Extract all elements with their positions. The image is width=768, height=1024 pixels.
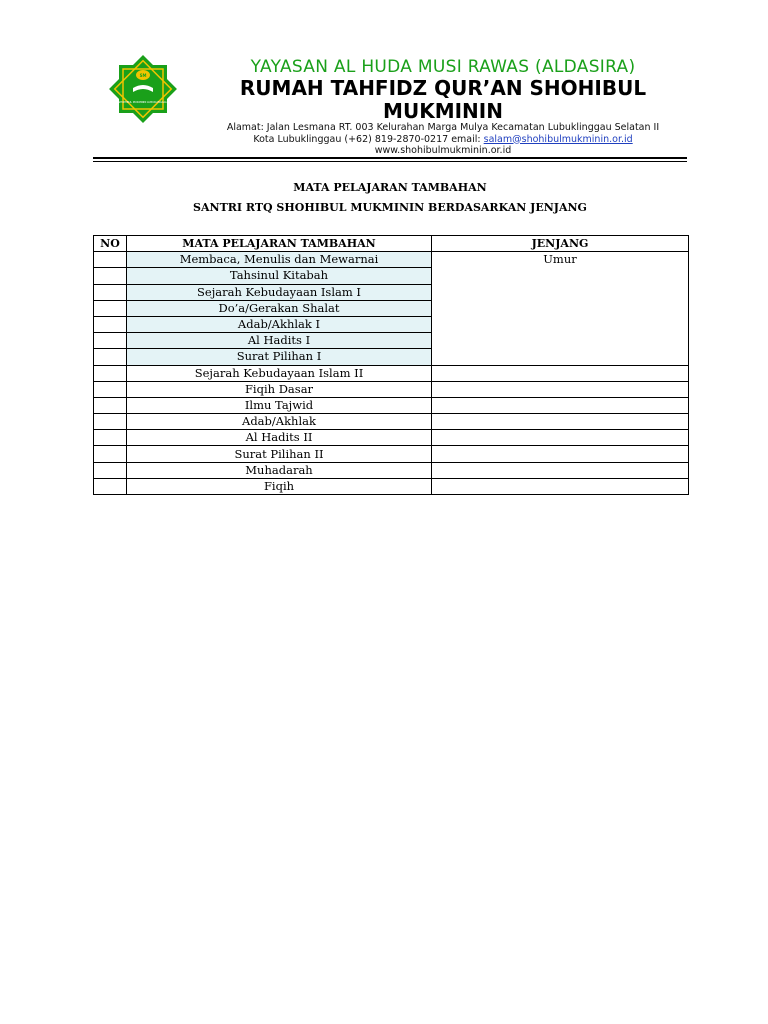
- row-number-cell: [94, 462, 127, 478]
- subject-cell: Membaca, Menulis dan Mewarnai: [127, 252, 432, 268]
- octagram-emblem-icon: [109, 55, 177, 123]
- svg-text:SHOHIBUL MUKMININ LUBUKLINGGAU: SHOHIBUL MUKMININ LUBUKLINGGAU: [118, 101, 168, 104]
- column-header-no: NO: [94, 236, 127, 252]
- foundation-logo: [103, 48, 183, 130]
- subject-cell: Fiqih: [127, 478, 432, 494]
- row-number-cell: [94, 333, 127, 349]
- subject-cell: Sejarah Kebudayaan Islam II: [127, 365, 432, 381]
- column-header-level: JENJANG: [432, 236, 689, 252]
- row-number-cell: [94, 284, 127, 300]
- table-row: [94, 462, 689, 478]
- subject-cell: Tahsinul Kitabah: [127, 268, 432, 284]
- table-row: [94, 430, 689, 446]
- table-row: [94, 365, 689, 381]
- row-number-cell: [94, 252, 127, 268]
- row-number-cell: [94, 478, 127, 494]
- subject-cell: Adab/Akhlak I: [127, 316, 432, 332]
- row-number-cell: [94, 365, 127, 381]
- subject-cell: Ilmu Tajwid: [127, 397, 432, 413]
- level-cell: [432, 365, 689, 381]
- subjects-table: [93, 235, 689, 495]
- table-body: [94, 252, 689, 495]
- row-number-cell: [94, 268, 127, 284]
- row-number-cell: [94, 430, 127, 446]
- table-row: [94, 381, 689, 397]
- column-header-subject: MATA PELAJARAN TAMBAHAN: [127, 236, 432, 252]
- contact-text: Kota Lubuklinggau (+62) 819-2870-0217 email:: [253, 133, 484, 145]
- svg-text:SM: SM: [139, 73, 147, 78]
- level-cell: [432, 446, 689, 462]
- row-number-cell: [94, 414, 127, 430]
- address-block: [200, 122, 686, 157]
- subject-cell: Al Hadits I: [127, 333, 432, 349]
- table-row: [94, 414, 689, 430]
- website-text: www.shohibulmukminin.or.id: [374, 145, 512, 156]
- subject-cell: Do’a/Gerakan Shalat: [127, 300, 432, 316]
- document-heading: MATA PELAJARAN TAMBAHAN: [293, 181, 487, 194]
- subject-cell: Al Hadits II: [127, 430, 432, 446]
- subject-cell: Sejarah Kebudayaan Islam I: [127, 284, 432, 300]
- subject-cell: Surat Pilihan II: [127, 446, 432, 462]
- document-subheading: SANTRI RTQ SHOHIBUL MUKMININ BERDASARKAN JENJANG: [193, 201, 587, 214]
- subject-cell: Surat Pilihan I: [127, 349, 432, 365]
- table-header-row: [94, 236, 689, 252]
- subject-cell: Muhadarah: [127, 462, 432, 478]
- level-cell: [432, 381, 689, 397]
- row-number-cell: [94, 446, 127, 462]
- level-cell: [432, 462, 689, 478]
- level-cell: [432, 430, 689, 446]
- contact-line: [200, 134, 686, 146]
- subject-cell: Fiqih Dasar: [127, 381, 432, 397]
- row-number-cell: [94, 316, 127, 332]
- row-number-cell: [94, 300, 127, 316]
- level-age-cell: Umur: [432, 252, 689, 365]
- table-row: [94, 397, 689, 413]
- header-divider-thin: [93, 161, 687, 162]
- row-number-cell: [94, 349, 127, 365]
- level-cell: [432, 478, 689, 494]
- table-row: [94, 446, 689, 462]
- page-title: RUMAH TAHFIDZ QUR’AN SHOHIBUL MUKMININ: [239, 76, 647, 123]
- level-cell: [432, 414, 689, 430]
- organization-name: YAYASAN AL HUDA MUSI RAWAS (ALDASIRA): [250, 57, 636, 77]
- table-row: [94, 478, 689, 494]
- email-link[interactable]: salam@shohibulmukminin.or.id: [483, 133, 633, 145]
- address-line: Alamat: Jalan Lesmana RT. 003 Kelurahan Marga Mulya Kecamatan Lubuklinggau Selatan II: [226, 122, 660, 133]
- row-number-cell: [94, 397, 127, 413]
- table-row: [94, 252, 689, 268]
- level-cell: [432, 397, 689, 413]
- header-divider: [93, 157, 687, 159]
- row-number-cell: [94, 381, 127, 397]
- subject-cell: Adab/Akhlak: [127, 414, 432, 430]
